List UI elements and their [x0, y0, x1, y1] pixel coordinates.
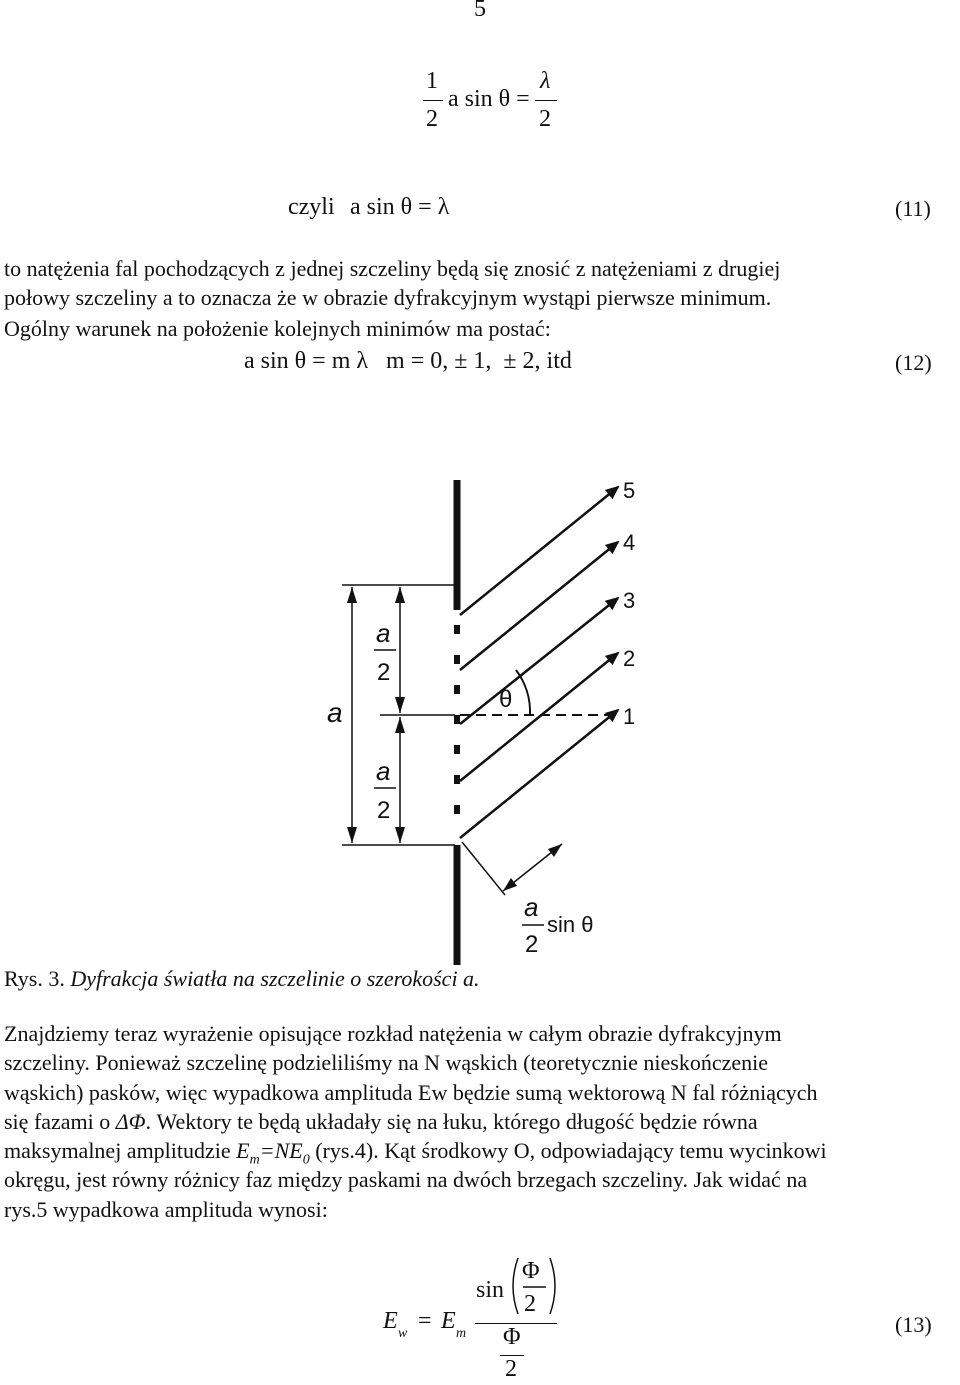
diffraction-figure [300, 470, 660, 970]
p2-l5-sub-m: m [249, 1152, 260, 1168]
paragraph2-line1: Znajdziemy teraz wyrażenie opisujące rozkład natężenia w całym obrazie dyfrakcyjnym [4, 1021, 782, 1046]
p2-l5-start: maksymalnej amplitudzie [4, 1138, 237, 1163]
paragraph2-line3: wąskich) pasków, więc wypadkowa amplituda Ew będzie sumą wektorową N fal różniących [4, 1080, 818, 1105]
eq13-den-phi: Φ [503, 1324, 521, 1350]
eq-half-den-right: 2 [539, 106, 551, 132]
paragraph2-line2: szczeliny. Ponieważ szczelinę podzieliliśmy na N wąskich (teoretycznie nieskończenie [4, 1050, 768, 1075]
eq-half-num-left: 1 [426, 68, 438, 94]
label-bottom-sin: sin θ [547, 912, 594, 937]
ray-5 [460, 487, 618, 615]
caption-text: Dyfrakcja światła na szczelinie o szerokości a. [70, 966, 480, 991]
slit-dots [454, 625, 460, 814]
p2-l4-delta-phi: ΔΦ [115, 1109, 146, 1134]
eq13-lhs-sub: w [398, 1326, 408, 1341]
eq12-number: (12) [895, 350, 932, 375]
ray-1 [460, 710, 618, 838]
page-number: 5 [474, 0, 486, 22]
label-half-lower-num: a [376, 756, 391, 786]
p2-l4-end: . Wektory te będą układały się na łuku, którego długość będzie równa [145, 1109, 758, 1134]
eq-half-bar-right [535, 100, 557, 101]
ray-label-1: 1 [623, 704, 636, 729]
eq13-num-sin: sin [476, 1277, 505, 1303]
eq-half-num-right: λ [540, 68, 551, 94]
caption-prefix: Rys. 3. [4, 966, 65, 991]
label-a: a [327, 697, 343, 728]
eq13-equals: = [418, 1308, 432, 1334]
eq13-rhs-sub: m [456, 1326, 467, 1341]
ray-label-5: 5 [623, 478, 636, 503]
p2-l5-end: (rys.4). Kąt środkowy O, odpowiadający temu wycinkowi [309, 1138, 827, 1163]
paragraph1-line1: to natężenia fal pochodzących z jednej szczeliny będą się znosić z natężeniami z drugiej [4, 256, 781, 281]
eq13-den-two: 2 [505, 1356, 517, 1382]
eq11-body: a sin θ = λ [350, 194, 450, 220]
paragraph2-line7: rys.5 wypadkowa amplituda wynosi: [4, 1197, 328, 1222]
eq13-rhs-E: E [441, 1308, 456, 1334]
eq11-prefix: czyli [288, 194, 335, 220]
ray-label-3: 3 [623, 588, 636, 613]
theta-label: θ [499, 686, 513, 713]
eq13-lhs-E: E [383, 1308, 398, 1334]
eq-half-bar-left [423, 100, 443, 101]
label-half-upper-den: 2 [377, 659, 391, 686]
eq-half-middle: a sin θ = [448, 86, 530, 112]
ray-2 [460, 653, 618, 781]
diffracted-rays [460, 487, 618, 838]
p2-l5-E: E [236, 1138, 250, 1163]
p2-l5-NE: =NE [259, 1138, 303, 1163]
p2-l4-start: się fazami o [4, 1109, 116, 1134]
paragraph2-line5 [4, 1138, 827, 1168]
label-bottom-num: a [524, 892, 539, 922]
ray-3 [460, 598, 618, 724]
eq13-num-two: 2 [524, 1291, 536, 1317]
ray-label-2: 2 [623, 646, 636, 671]
label-half-lower-den: 2 [377, 797, 391, 824]
ray-label-4: 4 [623, 530, 636, 555]
p2-l5-sub-0: 0 [302, 1152, 310, 1168]
label-half-upper-num: a [376, 618, 391, 648]
eq13-number: (13) [895, 1312, 932, 1337]
figure-caption [4, 966, 480, 992]
path-diff-ext [462, 842, 505, 895]
eq-half-den-left: 2 [426, 106, 438, 132]
ray-4 [460, 542, 618, 670]
paragraph2-line4 [4, 1109, 758, 1135]
eq11-number: (11) [895, 196, 931, 221]
eq12-body: a sin θ = m λ m = 0, ± 1, ± 2, itd [244, 348, 572, 374]
eq13-num-phi: Φ [522, 1258, 540, 1284]
paragraph1-line3: Ogólny warunek na położenie kolejnych minimów ma postać: [4, 316, 551, 341]
paragraph2-line6: okręgu, jest równy różnicy faz między paskami na dwóch brzegach szczeliny. Jak widać na [4, 1167, 808, 1192]
paragraph1-line2: połowy szczeliny a to oznacza że w obrazie dyfrakcyjnym wystąpi pierwsze minimum. [4, 285, 772, 310]
label-bottom-den: 2 [525, 931, 539, 958]
